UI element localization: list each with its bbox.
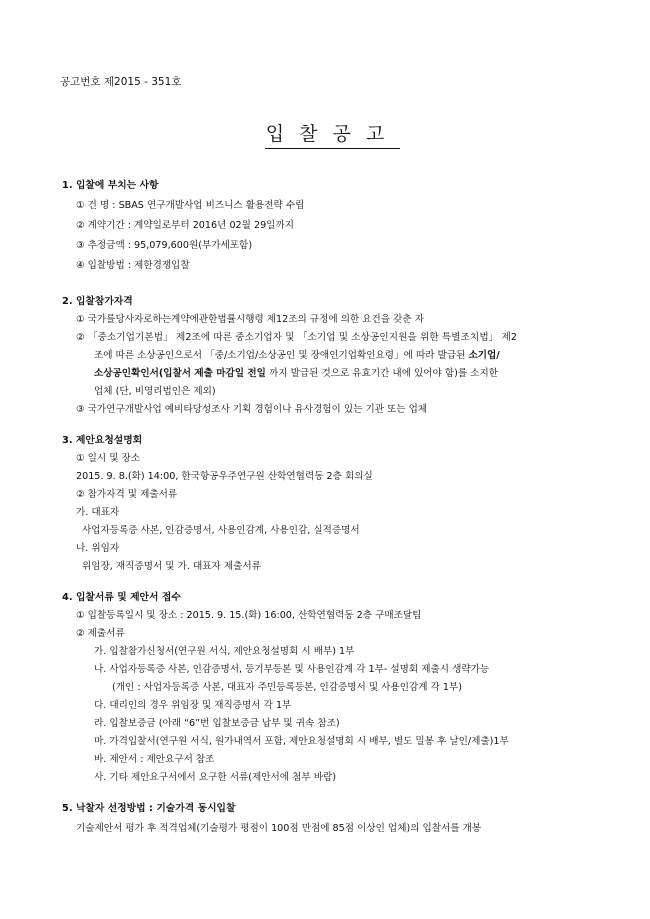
section-4-sub-na-detail: (개인 : 사업자등록증 사본, 대표자 주민등록등본, 인감증명서 및 사용인감계 각 1부): [112, 682, 462, 693]
section-2-item-3: ③ 국가연구개발사업 예비타당성조사 기획 경험이나 유사경험이 있는 기관 또는 업체: [76, 404, 428, 415]
notice-number: 공고번호 제2015 - 351호: [60, 76, 182, 88]
section-2-item-2-line-2-text: 조에 따른 소상공인으로서 「중/소기업/소상공인 및 장애인기업확인요령」에 따라 발급된: [94, 350, 466, 361]
section-2-item-2-line-1: ② 「중소기업기본법」 제2조에 따른 중소기업자 및 「소기업 및 소상공인지원을 위한 특별조치법」 제2: [76, 332, 518, 343]
section-3-sub-na: 나. 위임자: [76, 543, 120, 554]
section-4-sub-ba: 바. 제안서 : 제안요구서 참조: [94, 754, 215, 765]
section-1-item-4: ④ 입찰방법 : 제한경쟁입찰: [76, 260, 190, 271]
section-2-item-1: ① 국가를당사자로하는계약에관한법률시행령 제12조의 규정에 의한 요건을 갖춘 자: [76, 314, 424, 325]
section-5-heading: 5. 낙찰자 선정방법 : 기술가격 동시입찰: [62, 803, 236, 814]
section-2-item-2-line-3-text: 까지 발급된 것으로 유효기간 내에 있어야 함)를 소지한: [269, 368, 498, 379]
section-1-item-1: ① 건 명 : SBAS 연구개발사업 비즈니스 활용전략 수립: [76, 200, 305, 211]
page-title-text: 입찰공고: [265, 122, 400, 149]
section-2-certificate-deadline: 소상공인확인서(입찰서 제출 마감일 전일: [94, 368, 266, 379]
section-3-item-2: ② 참가자격 및 제출서류: [76, 489, 178, 500]
section-3-sub-ga: 가. 대표자: [76, 507, 120, 518]
section-4-sub-da: 다. 대리인의 경우 위임장 및 재직증명서 각 1부: [94, 700, 292, 711]
section-3-item-1-detail: 2015. 9. 8.(화) 14:00, 한국항공우주연구원 산학연협력동 2층 회의실: [76, 471, 373, 482]
section-4-sub-ga: 가. 입찰참가신청서(연구원 서식, 제안요청설명회 시 배부) 1부: [94, 646, 355, 657]
section-2-heading: 2. 입찰참가자격: [62, 296, 133, 307]
section-3-item-1: ① 일시 및 장소: [76, 453, 141, 464]
section-4-item-2: ② 제출서류: [76, 628, 125, 639]
section-4-sub-ra: 라. 입찰보증금 (아래 “6”번 입찰보증금 납부 및 귀속 참조): [94, 718, 340, 729]
section-4-heading: 4. 입찰서류 및 제안서 접수: [62, 592, 181, 603]
section-2-item-2-line-4: 업체 (단, 비영리법인은 제외): [94, 386, 216, 397]
section-2-item-2-line-3: [94, 367, 498, 380]
section-4-sub-ma: 마. 가격입찰서(연구원 서식, 원가내역서 포함, 제안요청설명회 시 배부, 별도 밀봉 후 날인/제출)1부: [94, 736, 509, 747]
page-title: [0, 122, 650, 149]
section-4-sub-sa: 사. 기타 제안요구서에서 요구한 서류(제안서에 첨부 바람): [94, 772, 336, 783]
section-3-sub-ga-detail: 사업자등록증 사본, 인감증명서, 사용인감계, 사용인감, 실적증명서: [82, 525, 360, 536]
section-1-item-3: ③ 추정금액 : 95,079,600원(부가세포함): [76, 240, 253, 251]
section-3-heading: 3. 제안요청설명회: [62, 435, 143, 446]
section-4-sub-na: 나. 사업자등록증 사본, 인감증명서, 등기부등본 및 사용인감계 각 1부- 설명회 제출시 생략가능: [94, 664, 490, 675]
section-1-heading: 1. 입찰에 부치는 사항: [62, 180, 159, 191]
section-4-item-1: ① 입찰등록일시 및 장소 : 2015. 9. 15.(화) 16:00, 산학연협력동 2층 구매조달팀: [76, 610, 422, 621]
section-2-certificate-type: 소기업/: [468, 350, 500, 361]
section-1-item-2: ② 계약기간 : 계약일로부터 2016년 02월 29일까지: [76, 220, 294, 231]
section-2-item-2-line-2: [94, 349, 500, 362]
section-3-sub-na-detail: 위임장, 재직증명서 및 가. 대표자 제출서류: [82, 561, 261, 572]
section-5-detail: 기술제안서 평가 후 적격업체(기술평가 평점이 100점 만점에 85점 이상인 업체)의 입찰서를 개봉: [76, 823, 482, 834]
